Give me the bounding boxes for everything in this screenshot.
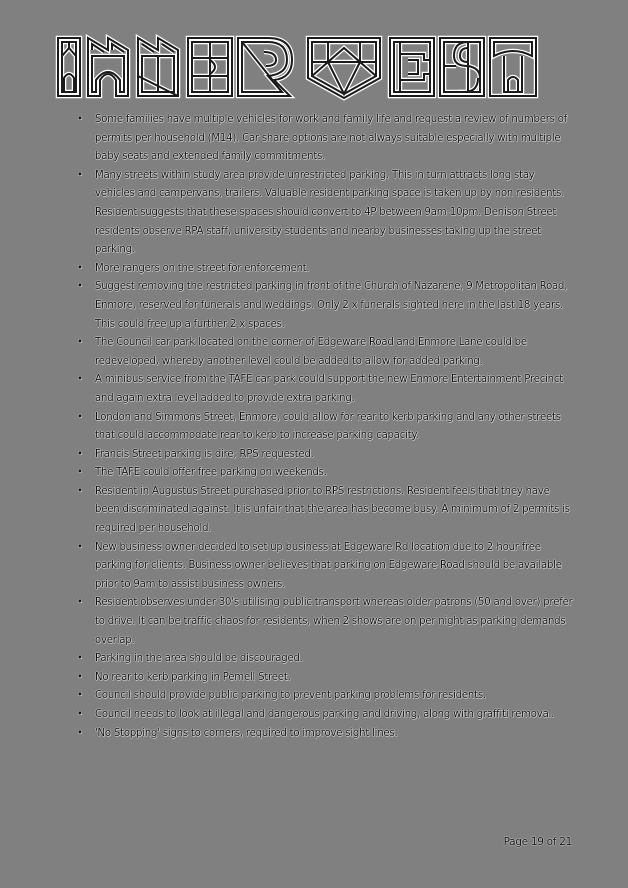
- bullet-icon: •: [77, 374, 83, 386]
- list-item-text: Parking in the area should be discouraged.: [95, 653, 303, 665]
- list-item: [77, 687, 577, 706]
- bullet-icon: •: [77, 709, 83, 720]
- bullet-icon: •: [77, 671, 83, 683]
- list-item: [77, 706, 577, 725]
- page-footer: [504, 836, 572, 848]
- page-label: Page: [503, 836, 528, 848]
- list-item-text: Resident in Augustus Street purchased prior to RPS restrictions. Resident feels that they have been discriminated against. It is unfair that the area has become busy. A minimum of 2 permits is required per household.: [95, 485, 570, 535]
- list-item: [77, 725, 577, 744]
- list-item-text: Council needs to look at illegal and dangerous parking and driving, along with graffiti removal.: [95, 709, 555, 720]
- list-item: [77, 446, 577, 465]
- list-item-text: Francis Street parking is dire; RPS requested.: [95, 448, 314, 460]
- bullet-icon: •: [77, 467, 83, 479]
- bullet-icon: •: [77, 337, 83, 349]
- of-label: of: [546, 836, 557, 848]
- bullet-icon: •: [77, 262, 83, 274]
- list-item: [77, 409, 577, 446]
- list-item-text: Resident observes under 30's utilising public transport whereas older patrons (50 and over) prefer to drive. It can be traffic chaos for residents, when 2 shows are on per night as parking demands overlap.: [95, 597, 573, 646]
- page-total: 21: [559, 836, 572, 848]
- list-item-text: London and Simmons Street, Enmore, could allow for rear to kerb parking and any other streets that could accommodate rear to kerb to increase parking capacity.: [95, 411, 561, 442]
- list-item-text: Some families have multiple vehicles for work and family life and request a review of numbers of permits per household (M14). Car share options are not always suitable especially with multiple baby seats and extended family commitments.: [95, 114, 568, 163]
- list-item-text: No rear to kerb parking in Pemell Street.: [95, 671, 291, 683]
- list-item: [77, 111, 577, 167]
- bullet-icon: •: [77, 541, 83, 553]
- bullet-icon: •: [77, 169, 83, 181]
- list-item: [77, 278, 577, 334]
- page-number: 19: [530, 836, 544, 848]
- feedback-list-section: [77, 111, 577, 743]
- bullet-icon: •: [77, 690, 83, 702]
- list-item-text: A minibus service from the TAFE car park could support the new Enmore Entertainment Precinct and again extra level added to provide extra parking.: [95, 374, 563, 404]
- bullet-icon: •: [77, 411, 83, 423]
- list-item-text: More rangers on the street for enforcement.: [95, 262, 310, 274]
- bullet-icon: •: [77, 653, 83, 665]
- bullet-icon: •: [77, 727, 83, 739]
- list-item-text: New business owner decided to set up business at Edgeware Rd location due to 2-hour free parking for clients. Business owner believes that parking on Edgeware Road should be available prior to 9am to assist business owners.: [95, 541, 562, 590]
- list-item: [77, 650, 577, 669]
- bullet-icon: •: [77, 281, 83, 293]
- list-item: [77, 371, 577, 408]
- bullet-icon: •: [77, 114, 83, 125]
- list-item-text: Many streets within study area provide unrestricted parking. This in turn attracts long stay vehicles and campervans, trailers. Valuable resident parking space is taken up by non-residents. Resident suggests that these spaces should convert to 4P between 9am-10pm. Denison Street residents observe RPA staff, university students and nearby businesses taking up the street parking.: [95, 169, 565, 256]
- list-item: [77, 483, 577, 539]
- list-item-text: 'No Stopping' signs to corners, required to improve sight lines.: [95, 727, 398, 739]
- list-item-text: Council should provide public parking to prevent parking problems for residents.: [95, 690, 486, 702]
- list-item: [77, 539, 577, 595]
- list-item: [77, 594, 577, 650]
- list-item-text: The TAFE could offer free parking on weekends.: [95, 467, 327, 479]
- logo-wordmark-icon: [54, 32, 540, 102]
- bullet-icon: •: [77, 448, 83, 460]
- list-item: [77, 334, 577, 371]
- list-item: [77, 464, 577, 483]
- list-item: [77, 260, 577, 279]
- bullet-icon: •: [77, 597, 83, 609]
- list-item: [77, 669, 577, 688]
- inner-west-logo: [54, 32, 540, 102]
- list-item-text: The Council car park located on the corner of Edgeware Road and Enmore Lane could be redeveloped, whereby another level could be added to allow for added parking.: [95, 337, 527, 367]
- list-item: [77, 167, 577, 260]
- list-item-text: Suggest removing the restricted parking in front of the Church of Nazarene, 9 Metropolitan Road, Enmore, reserved for funerals and weddings. Only 2 x funerals sighted here in the last 18 years. This could free up a further 2 x spaces.: [95, 281, 568, 330]
- feedback-list: [77, 111, 577, 743]
- bullet-icon: •: [77, 485, 83, 497]
